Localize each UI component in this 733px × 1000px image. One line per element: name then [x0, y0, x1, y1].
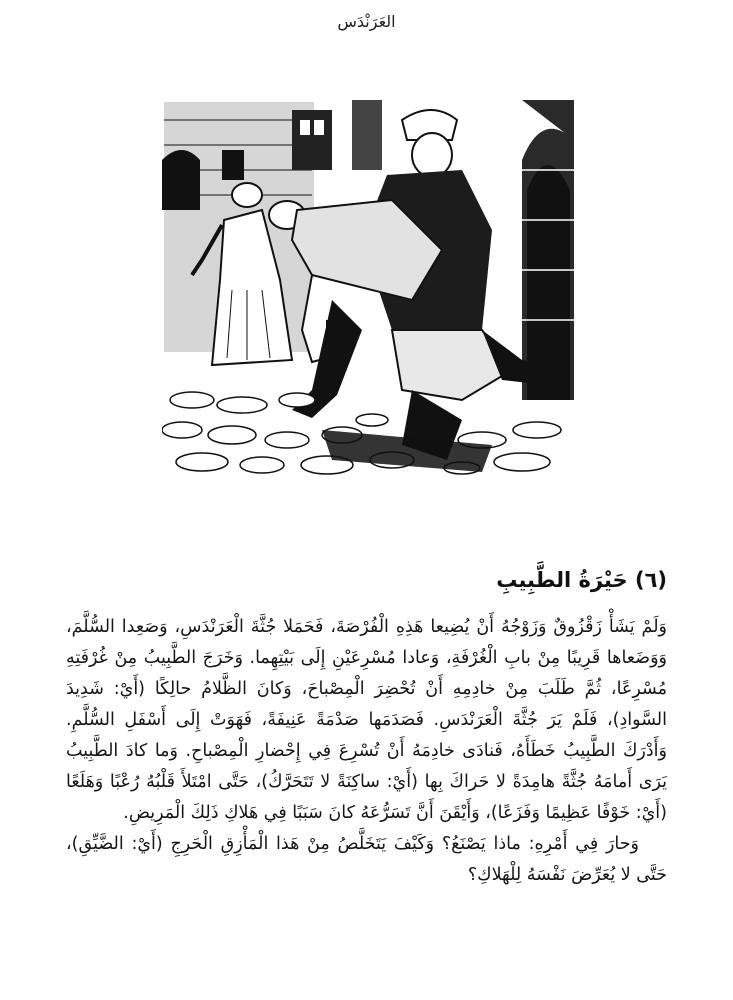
running-header: العَرَنْدَس	[337, 12, 396, 31]
illustration-icon	[162, 100, 574, 478]
chapter-title: (٦) حَيْرَةُ الطَّبِيبِ	[496, 568, 667, 592]
paragraph: وَحارَ فِي أَمْرِهِ: ماذا يَصْنَعُ؟ وَكَيْفَ يَتَخَلَّصُ مِنْ هَذا الْمَأْزِقِ الْحَرِجِ (أَيْ: الضَّيِّقِ)، حَتَّى لا يُعَرِّضَ نَفْسَهُ لِلْهَلاكِ؟	[66, 834, 667, 885]
illustration	[162, 100, 574, 478]
paragraph: وَلَمْ يَشَأْ زَقْزُوقٌ وَزَوْجُهُ أَنْ يُضِيعا هَذِهِ الْفُرْصَةَ، فَحَمَلا جُثَّةَ الْعَرَنْدَسِ، وَصَعِدا السُّلَّمَ، وَوَضَعاها قَرِيبًا مِنْ بابِ الْغُرْفَةِ، وَعادا مُسْرِعَيْنِ إِلَى بَيْتِهِما. وَخَرَجَ الطَّبِيبُ مِنْ غُرْفَتِهِ مُسْرِعًا، ثُمَّ طَلَبَ مِنْ خادِمِهِ أَنْ تُحْضِرَ الْمِصْباحَ، وَكانَ الظَّلامُ حالِكًا (أَيْ: شَدِيدَ السَّوادِ)، فَلَمْ يَرَ جُثَّةَ الْعَرَنْدَسِ. فَصَدَمَها صَدْمَةً عَنِيفَةً، فَهَوَتْ إِلَى أَسْفَلِ السُّلَّمِ. وَأَدْرَكَ الطَّبِيبُ خَطَأَهُ، فَنادَى خادِمَهُ أَنْ تُسْرِعَ فِي إِحْضارِ الْمِصْباحِ. وَما كادَ الطَّبِيبُ يَرَى أَمامَهُ جُثَّةً هامِدَةً لا حَراكَ بِها (أَيْ: ساكِنَةً لا تَتَحَرَّكُ)، حَتَّى امْتَلأَ قَلْبُهُ رُعْبًا وَهَلَعًا (أَيْ: خَوْفًا عَظِيمًا وَفَزَعًا)، وَأَيْقَنَ أَنَّ تَسَرُّعَهُ كانَ سَبَبًا فِي هَلاكِ ذَلِكَ الْمَرِيضِ.	[66, 617, 667, 823]
body-text	[66, 612, 667, 891]
